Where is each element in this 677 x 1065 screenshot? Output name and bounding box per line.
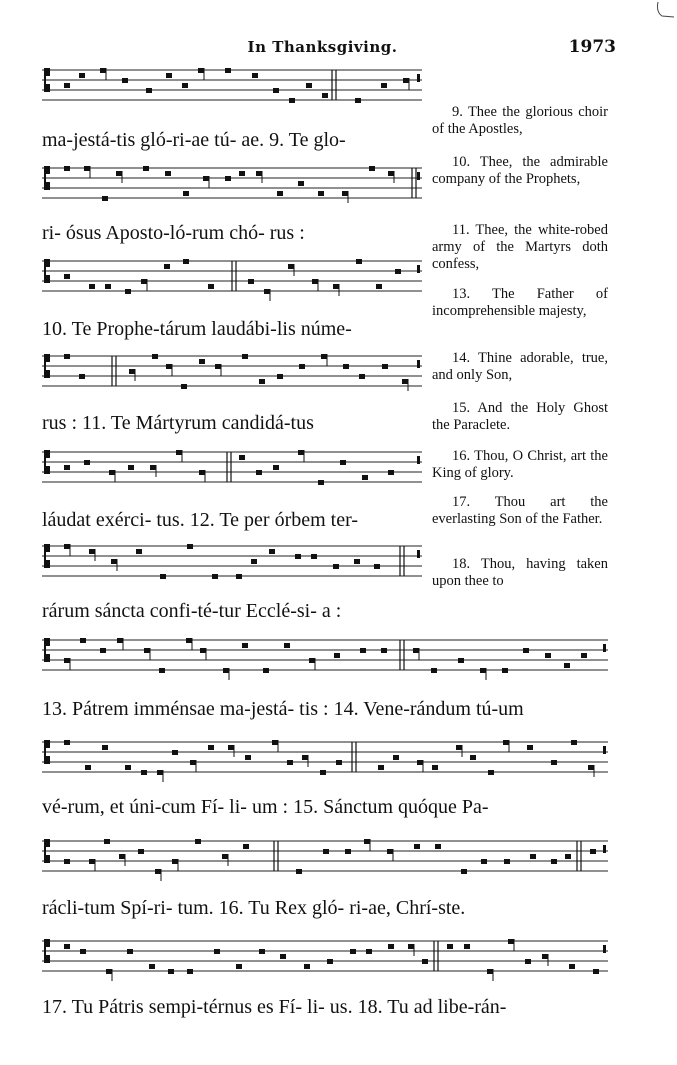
neume-note xyxy=(355,98,361,103)
neume-note xyxy=(119,854,125,859)
neume-note xyxy=(222,854,228,859)
neume-note xyxy=(413,648,419,653)
neume-note xyxy=(435,844,441,849)
neume-note xyxy=(487,969,493,974)
neume-note xyxy=(502,668,508,673)
neume-note xyxy=(527,745,533,750)
neume-note xyxy=(64,354,70,359)
neume-note xyxy=(186,638,192,643)
neume-note xyxy=(143,166,149,171)
neume-note xyxy=(381,83,387,88)
neume-note xyxy=(80,949,86,954)
neume-note xyxy=(64,166,70,171)
translation-verse: 10. Thee, the admirable company of the Prophets, xyxy=(432,154,608,187)
neume-note xyxy=(508,939,514,944)
neume-note xyxy=(248,279,254,284)
neume-note xyxy=(208,284,214,289)
neume-note xyxy=(340,460,346,465)
neume-note xyxy=(299,364,305,369)
translation-verse: 14. Thine adorable, true, and only Son, xyxy=(432,350,608,383)
neume-note xyxy=(503,740,509,745)
chant-staff xyxy=(42,736,608,782)
neume-note xyxy=(590,849,596,854)
chant-staff xyxy=(42,634,608,680)
neume-note xyxy=(414,844,420,849)
neume-note xyxy=(374,564,380,569)
neume-note xyxy=(422,959,428,964)
neume-note xyxy=(273,88,279,93)
neume-note xyxy=(64,740,70,745)
custos-mark xyxy=(603,644,606,652)
neume-note xyxy=(236,964,242,969)
neume-note xyxy=(525,959,531,964)
chant-staff xyxy=(42,540,422,586)
page-header-title: In Thanksgiving. xyxy=(247,38,398,56)
neume-note xyxy=(298,181,304,186)
neume-note xyxy=(378,765,384,770)
neume-note xyxy=(302,755,308,760)
neume-note xyxy=(488,770,494,775)
neume-note xyxy=(342,191,348,196)
neume-note xyxy=(122,78,128,83)
neume-note xyxy=(157,770,163,775)
neume-note xyxy=(183,259,189,264)
neume-note xyxy=(223,668,229,673)
neume-note xyxy=(432,765,438,770)
neume-note xyxy=(376,284,382,289)
neume-note xyxy=(280,954,286,959)
neume-note xyxy=(362,475,368,480)
neume-note xyxy=(312,279,318,284)
neume-note xyxy=(354,559,360,564)
lyric-line: rácli-tum Spí-ri- tum. 16. Tu Rex gló- ri-ae, Chrí-ste. xyxy=(42,897,466,919)
neume-note xyxy=(571,740,577,745)
chant-staff xyxy=(42,446,422,492)
neume-note xyxy=(100,68,106,73)
neume-note xyxy=(551,859,557,864)
neume-note xyxy=(408,944,414,949)
neume-note xyxy=(105,284,111,289)
neume-note xyxy=(239,171,245,176)
custos-mark xyxy=(603,945,606,953)
neume-note xyxy=(183,191,189,196)
neume-note xyxy=(295,554,301,559)
neume-note xyxy=(166,73,172,78)
neume-note xyxy=(318,191,324,196)
neume-note xyxy=(395,269,401,274)
neume-note xyxy=(336,760,342,765)
neume-note xyxy=(369,166,375,171)
neume-note xyxy=(251,559,257,564)
custos-mark xyxy=(417,74,420,82)
neume-note xyxy=(106,969,112,974)
neume-note xyxy=(381,648,387,653)
neume-note xyxy=(545,653,551,658)
neume-note xyxy=(214,949,220,954)
neume-note xyxy=(565,854,571,859)
page-number: 1973 xyxy=(568,37,616,57)
neume-note xyxy=(80,638,86,643)
custos-mark xyxy=(417,550,420,558)
neume-note xyxy=(447,944,453,949)
neume-note xyxy=(431,668,437,673)
custos-mark xyxy=(603,746,606,754)
neume-note xyxy=(542,954,548,959)
neume-note xyxy=(252,73,258,78)
neume-note xyxy=(150,465,156,470)
neume-note xyxy=(458,658,464,663)
neume-note xyxy=(199,359,205,364)
neume-note xyxy=(172,750,178,755)
neume-note xyxy=(212,574,218,579)
neume-note xyxy=(269,549,275,554)
lyric-line: ma-jestá-tis gló-ri-ae tú- ae. 9. Te glo- xyxy=(42,129,346,151)
chant-staff xyxy=(42,64,422,110)
neume-note xyxy=(564,663,570,668)
lyric-line: vé-rum, et úni-cum Fí- li- um : 15. Sánctum quóque Pa- xyxy=(42,796,489,818)
neume-note xyxy=(181,384,187,389)
neume-note xyxy=(287,760,293,765)
neume-note xyxy=(89,284,95,289)
custos-mark xyxy=(417,265,420,273)
neume-note xyxy=(102,196,108,201)
lyric-line: 10. Te Prophe-tárum laudábi-lis núme- xyxy=(42,318,352,340)
neume-note xyxy=(264,289,270,294)
neume-note xyxy=(245,755,251,760)
neume-note xyxy=(64,274,70,279)
neume-note xyxy=(321,354,327,359)
translation-column xyxy=(432,104,608,594)
neume-note xyxy=(152,354,158,359)
neume-note xyxy=(141,279,147,284)
neume-note xyxy=(85,765,91,770)
neume-note xyxy=(89,549,95,554)
neume-note xyxy=(523,648,529,653)
neume-note xyxy=(182,83,188,88)
neume-note xyxy=(146,88,152,93)
neume-note xyxy=(136,549,142,554)
neume-note xyxy=(309,658,315,663)
neume-note xyxy=(89,859,95,864)
neume-note xyxy=(298,450,304,455)
neume-note xyxy=(322,93,328,98)
neume-note xyxy=(334,653,340,658)
lyric-line: 13. Pátrem imménsae ma-jestá- tis : 14. Vene-rándum tú-um xyxy=(42,698,524,720)
neume-note xyxy=(588,765,594,770)
neume-note xyxy=(296,869,302,874)
lyric-line: rárum sáncta confi-té-tur Ecclé-si- a : xyxy=(42,600,342,622)
neume-note xyxy=(403,78,409,83)
neume-note xyxy=(402,379,408,384)
neume-note xyxy=(364,839,370,844)
neume-note xyxy=(225,68,231,73)
neume-note xyxy=(236,574,242,579)
neume-note xyxy=(417,760,423,765)
neume-note xyxy=(102,745,108,750)
neume-note xyxy=(393,755,399,760)
neume-note xyxy=(228,745,234,750)
neume-note xyxy=(195,839,201,844)
neume-note xyxy=(242,643,248,648)
neume-note xyxy=(388,171,394,176)
neume-note xyxy=(166,364,172,369)
neume-note xyxy=(256,470,262,475)
neume-note xyxy=(117,638,123,643)
neume-note xyxy=(273,465,279,470)
chant-staff xyxy=(42,935,608,981)
margin-pencil-mark xyxy=(650,0,677,20)
neume-note xyxy=(259,949,265,954)
neume-note xyxy=(350,949,356,954)
translation-verse: 17. Thou art the everlasting Son of the Father. xyxy=(432,494,608,527)
neume-note xyxy=(79,374,85,379)
translation-verse: 15. And the Holy Ghost the Paraclete. xyxy=(432,400,608,433)
neume-note xyxy=(128,465,134,470)
neume-note xyxy=(366,949,372,954)
neume-note xyxy=(456,745,462,750)
neume-note xyxy=(198,68,204,73)
neume-note xyxy=(225,176,231,181)
neume-note xyxy=(320,770,326,775)
neume-note xyxy=(141,770,147,775)
neume-note xyxy=(388,944,394,949)
neume-note xyxy=(289,98,295,103)
neume-note xyxy=(176,450,182,455)
neume-note xyxy=(272,740,278,745)
neume-note xyxy=(284,643,290,648)
neume-note xyxy=(172,859,178,864)
neume-note xyxy=(64,465,70,470)
neume-note xyxy=(277,374,283,379)
custos-mark xyxy=(417,172,420,180)
neume-note xyxy=(345,849,351,854)
neume-note xyxy=(242,354,248,359)
neume-note xyxy=(288,264,294,269)
neume-note xyxy=(263,668,269,673)
chant-staff xyxy=(42,255,422,301)
neume-note xyxy=(203,176,209,181)
neume-note xyxy=(104,839,110,844)
neume-note xyxy=(504,859,510,864)
neume-note xyxy=(64,658,70,663)
neume-note xyxy=(64,83,70,88)
neume-note xyxy=(100,648,106,653)
neume-note xyxy=(84,166,90,171)
neume-note xyxy=(144,648,150,653)
neume-note xyxy=(327,959,333,964)
neume-note xyxy=(551,760,557,765)
neume-note xyxy=(64,544,70,549)
neume-note xyxy=(530,854,536,859)
translation-verse: 16. Thou, O Christ, art the King of glory. xyxy=(432,448,608,481)
neume-note xyxy=(129,369,135,374)
neume-note xyxy=(259,379,265,384)
neume-note xyxy=(160,574,166,579)
lyric-line: 17. Tu Pátris sempi-térnus es Fí- li- us. 18. Tu ad libe-rán- xyxy=(42,996,507,1018)
neume-note xyxy=(239,455,245,460)
custos-mark xyxy=(417,456,420,464)
lyric-line: ri- ósus Aposto-ló-rum chó- rus : xyxy=(42,222,305,244)
neume-note xyxy=(155,869,161,874)
neume-note xyxy=(109,470,115,475)
neume-note xyxy=(243,844,249,849)
translation-verse: 11. Thee, the white-robed army of the Martyrs doth confess, xyxy=(432,222,608,272)
neume-note xyxy=(318,480,324,485)
neume-note xyxy=(256,171,262,176)
neume-note xyxy=(382,364,388,369)
neume-note xyxy=(200,648,206,653)
neume-note xyxy=(581,653,587,658)
neume-note xyxy=(360,648,366,653)
neume-note xyxy=(149,964,155,969)
neume-note xyxy=(138,849,144,854)
neume-note xyxy=(333,284,339,289)
neume-note xyxy=(159,668,165,673)
lyric-line: láudat exérci- tus. 12. Te per órbem ter- xyxy=(42,509,359,531)
neume-note xyxy=(388,470,394,475)
neume-note xyxy=(164,264,170,269)
neume-note xyxy=(111,559,117,564)
neume-note xyxy=(187,969,193,974)
chant-staff xyxy=(42,350,422,396)
neume-note xyxy=(79,73,85,78)
neume-note xyxy=(64,944,70,949)
neume-note xyxy=(64,859,70,864)
lyric-line: rus : 11. Te Mártyrum candidá-tus xyxy=(42,412,314,434)
neume-note xyxy=(311,554,317,559)
translation-verse: 9. Thee the glorious choir of the Apostles, xyxy=(432,104,608,137)
neume-note xyxy=(593,969,599,974)
neume-note xyxy=(480,668,486,673)
neume-note xyxy=(277,191,283,196)
neume-note xyxy=(215,364,221,369)
neume-note xyxy=(208,745,214,750)
neume-note xyxy=(481,859,487,864)
neume-note xyxy=(304,964,310,969)
neume-note xyxy=(199,470,205,475)
neume-note xyxy=(127,949,133,954)
neume-note xyxy=(125,289,131,294)
neume-note xyxy=(323,849,329,854)
neume-note xyxy=(359,374,365,379)
neume-note xyxy=(116,171,122,176)
neume-note xyxy=(387,849,393,854)
neume-note xyxy=(306,83,312,88)
neume-note xyxy=(356,259,362,264)
neume-note xyxy=(168,969,174,974)
custos-mark xyxy=(417,360,420,368)
neume-note xyxy=(569,964,575,969)
neume-note xyxy=(187,544,193,549)
neume-note xyxy=(333,564,339,569)
chant-staff xyxy=(42,162,422,208)
neume-note xyxy=(464,944,470,949)
translation-verse: 13. The Father of incomprehensible majesty, xyxy=(432,286,608,319)
custos-mark xyxy=(603,845,606,853)
neume-note xyxy=(190,760,196,765)
neume-note xyxy=(165,171,171,176)
neume-note xyxy=(461,869,467,874)
neume-note xyxy=(125,765,131,770)
neume-note xyxy=(470,755,476,760)
neume-note xyxy=(343,364,349,369)
chant-staff xyxy=(42,835,608,881)
neume-note xyxy=(84,460,90,465)
translation-verse: 18. Thou, having taken upon thee to xyxy=(432,556,608,589)
